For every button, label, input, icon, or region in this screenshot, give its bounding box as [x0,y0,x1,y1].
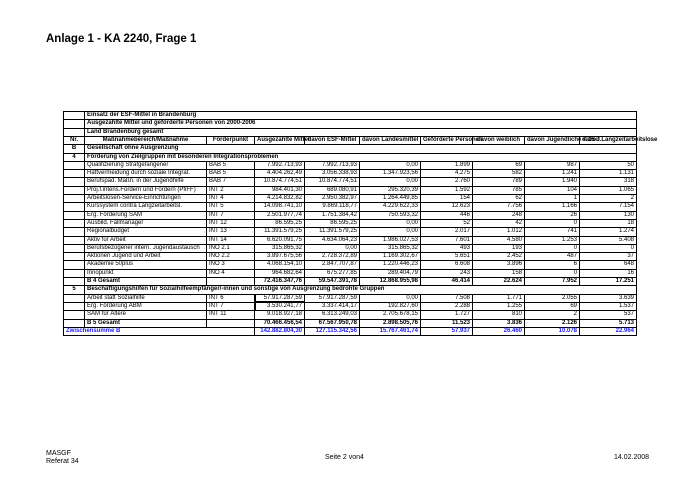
total-value: 72.416.347,76 [255,278,305,286]
female-value: 3.836 [473,319,525,327]
measure-name: SAM für Ältere [85,311,207,319]
longterm-value: 0 [580,244,637,252]
persons-value: 52 [421,219,473,227]
section-row [64,153,637,161]
nr-cell [64,302,85,310]
section-label: Beschäftigungshilfen für Sozialhilfeempfänger/-innen und sonstige von Ausgrenzung bedrohte Gruppen [85,286,637,294]
nr-cell [64,120,85,128]
subtotal-esf: 127.115.342,56 [305,327,360,335]
female-value: 158 [473,269,525,277]
female-value: 3.896 [473,261,525,269]
section-nr: 4 [64,153,85,161]
table-row [64,278,637,286]
esf-value: 4.634.064,23 [305,236,360,244]
total-value: 3.897.675,56 [255,253,305,261]
persons-value: 1.592 [421,186,473,194]
youth-value: 0 [525,269,580,277]
table-row [64,302,637,310]
foerderpunkt: INT 14 [207,236,255,244]
esf-value: 57.917.287,59 [305,294,360,302]
longterm-value: 318 [580,178,637,186]
esf-value: 7.992.713,93 [305,161,360,169]
nr-cell [64,244,85,252]
measure-name: Arbeitslosen-Service-Einrichtungen [85,195,207,203]
measure-name: Erg. Förderung ABM [85,302,207,310]
subtotal-row [64,327,637,335]
persons-value: 7.508 [421,294,473,302]
col-esf-header: davon ESF-Mittel [305,136,360,144]
table-row [64,161,637,169]
measure-name: Qualifizierung Strafgefangener [85,161,207,169]
esf-value: 67.567.950,78 [305,319,360,327]
col-female-header: davon weiblich [473,136,525,144]
nr-cell [64,253,85,261]
nr-cell [64,170,85,178]
persons-value: 1.899 [421,161,473,169]
table-row [64,269,637,277]
female-value: 2.452 [473,253,525,261]
youth-value: 104 [525,186,580,194]
land-value: 0,00 [360,228,421,236]
total-value: 3.530.241,77 [255,302,305,310]
total-value: 964.682,64 [255,269,305,277]
female-value: 248 [473,211,525,219]
land-value: 0,00 [360,219,421,227]
youth-value: 0 [525,219,580,227]
esf-value: 689.080,91 [305,186,360,194]
table-row [64,228,637,236]
col-total-header: Ausgezahlte Mittel [255,136,305,144]
female-value: 1.771 [473,294,525,302]
esf-value: 0,00 [305,244,360,252]
table-row [64,244,637,252]
esf-value: 3.337.414,17 [305,302,360,310]
table-row [64,236,637,244]
total-value: 57.917.287,59 [255,294,305,302]
total-value: 4.068.154,10 [255,261,305,269]
youth-value: 1.940 [525,178,580,186]
total-value: 9.018.927,18 [255,311,305,319]
land-value: 1.264.449,85 [360,195,421,203]
foerderpunkt: INO 2.1 [207,244,255,252]
youth-value: 26 [525,211,580,219]
foerderpunkt [207,319,255,327]
longterm-value: 5.408 [580,236,637,244]
nr-cell [64,236,85,244]
longterm-value: 1.131 [580,170,637,178]
land-value: 2.898.505,76 [360,319,421,327]
land-value: 295.320,39 [360,186,421,194]
foerderpunkt: INT 4 [207,195,255,203]
esf-value: 675.277,85 [305,269,360,277]
female-value: 42 [473,219,525,227]
measure-name: Proj.f.intens.Fordern und Fördern (PfiFF) [85,186,207,194]
table-row [64,261,637,269]
land-value: 315.865,32 [360,244,421,252]
youth-value: 0 [525,244,580,252]
col-foerderpunkt-header: Förderpunkt [207,136,255,144]
col-measure-header: Maßnahmebereich/Maßnahme [85,136,207,144]
persons-value: 493 [421,244,473,252]
table-title-line: Einsatz der ESF-Mittel in Brandenburg [85,112,637,120]
measure-name: Akademie 50plus [85,261,207,269]
esf-value: 9.869.118,77 [305,203,360,211]
total-value: 4.404.262,49 [255,170,305,178]
nr-cell [64,219,85,227]
measure-name: Aktionen Jugend und Arbeit [85,253,207,261]
longterm-value: 2 [580,195,637,203]
foerderpunkt: BAB 7 [207,178,255,186]
youth-value: 6 [525,261,580,269]
subtotal-weibl: 26.460 [473,327,525,335]
total-value: 315.865,32 [255,244,305,252]
longterm-value: 37 [580,253,637,261]
nr-cell [64,228,85,236]
land-value: 1.347.923,56 [360,170,421,178]
youth-value: 987 [525,161,580,169]
persons-value: 46.414 [421,278,473,286]
youth-value: 2.055 [525,294,580,302]
subtotal-jug: 10.078 [525,327,580,335]
youth-value: 1.241 [525,170,580,178]
foerderpunkt: INT 5 [207,203,255,211]
measure-name: Berufsbezogener intern. Jugendaustausch [85,244,207,252]
title-row [64,120,637,128]
persons-value: 2.760 [421,178,473,186]
female-value: 69 [473,161,525,169]
foerderpunkt: INO 4 [207,269,255,277]
persons-value: 446 [421,211,473,219]
table-row [64,253,637,261]
persons-value: 1.727 [421,311,473,319]
youth-value: 487 [525,253,580,261]
esf-table [63,111,658,336]
esf-value: 2.847.707,87 [305,261,360,269]
col-land-header: davon Landesmittel [360,136,421,144]
persons-value: 4.275 [421,170,473,178]
table-row [64,186,637,194]
persons-value: 5.651 [421,253,473,261]
female-value: 4.580 [473,236,525,244]
footer-org: MASGF [46,450,71,457]
col-persons-header: Geförderte Personen [421,136,473,144]
subtotal-label: Zwischensumme B [64,327,255,335]
table-row [64,170,637,178]
youth-value: 2 [525,311,580,319]
total-value: 7.992.713,93 [255,161,305,169]
female-value: 7.756 [473,203,525,211]
section-label: Gesellschaft ohne Ausgrenzung [85,145,637,153]
youth-value: 7.952 [525,278,580,286]
land-value: 0,00 [360,178,421,186]
longterm-value: 537 [580,311,637,319]
foerderpunkt: INO 2.2 [207,253,255,261]
longterm-value: 17.251 [580,278,637,286]
total-value: 4.214.832,82 [255,195,305,203]
esf-value: 6.313.249,03 [305,311,360,319]
female-value: 785 [473,186,525,194]
nr-cell [64,112,85,120]
female-value: 22.624 [473,278,525,286]
longterm-value: 5.713 [580,319,637,327]
nr-cell [64,178,85,186]
esf-value: 2.950.382,97 [305,195,360,203]
section-nr: 5 [64,286,85,294]
header-row [64,136,637,144]
land-value: 4.229.622,33 [360,203,421,211]
nr-cell [64,211,85,219]
nr-cell [64,186,85,194]
land-value: 1.986.027,53 [360,236,421,244]
measure-name: Kurssystem contra Langzeitarbeitsl. [85,203,207,211]
foerderpunkt: INT 13 [207,228,255,236]
section-row [64,145,637,153]
foerderpunkt: INT 6 [207,294,255,302]
section-nr: B [64,145,85,153]
longterm-value: 3.639 [580,294,637,302]
measure-name: Arbeit statt Sozialhilfe [85,294,207,302]
footer-date: 14.02.2008 [614,454,650,461]
foerderpunkt: INT 12 [207,219,255,227]
measure-name: Berufspäd. Maßn. in der Jugendhilfe [85,178,207,186]
land-value: 289.404,79 [360,269,421,277]
total-value: 10.874.774,51 [255,178,305,186]
measure-name: Erg. Förderung SAM [85,211,207,219]
table-row [64,319,637,327]
longterm-value: 1.537 [580,302,637,310]
longterm-value: 18 [580,219,637,227]
persons-value: 6.608 [421,261,473,269]
persons-value: 7.601 [421,236,473,244]
subtotal-pers: 57.937 [421,327,473,335]
female-value: 789 [473,178,525,186]
land-value: 1.169.302,67 [360,253,421,261]
female-value: 582 [473,170,525,178]
nr-cell [64,128,85,136]
nr-cell [64,319,85,327]
land-value: 1.220.446,23 [360,261,421,269]
persons-value: 2.017 [421,228,473,236]
longterm-value: 1.065 [580,186,637,194]
longterm-value: 50 [580,161,637,169]
land-value: 0,00 [360,294,421,302]
foerderpunkt: INT 2 [207,186,255,194]
nr-cell [64,195,85,203]
col-youth-header: davon Jugendliche < 25 J. [525,136,580,144]
foerderpunkt: INT 7 [207,302,255,310]
longterm-value: 7.154 [580,203,637,211]
youth-value: 1.166 [525,203,580,211]
measure-name: Ausbild. Fallmanager [85,219,207,227]
total-value: 11.391.579,25 [255,228,305,236]
foerderpunkt [207,278,255,286]
table-row [64,195,637,203]
subtotal-total: 142.882.804,30 [255,327,305,335]
table-row [64,178,637,186]
section-row [64,286,637,294]
longterm-value: 130 [580,211,637,219]
female-value: 193 [473,244,525,252]
nr-cell [64,294,85,302]
table-row [64,203,637,211]
table-row [64,311,637,319]
measure-name: Innopunkt [85,269,207,277]
youth-value: 1 [525,195,580,203]
total-value: 14.098.741,10 [255,203,305,211]
persons-value: 243 [421,269,473,277]
land-value: 12.868.955,98 [360,278,421,286]
foerderpunkt: BAB 5 [207,170,255,178]
youth-value: 741 [525,228,580,236]
table-row [64,211,637,219]
esf-value: 2.728.372,89 [305,253,360,261]
persons-value: 11.523 [421,319,473,327]
youth-value: 1.253 [525,236,580,244]
nr-cell [64,203,85,211]
female-value: 1.012 [473,228,525,236]
female-value: 62 [473,195,525,203]
total-value: 70.466.456,54 [255,319,305,327]
esf-value: 11.391.579,25 [305,228,360,236]
nr-cell [64,278,85,286]
measure-name: B 4 Gesamt [85,278,207,286]
total-value: 6.620.091,75 [255,236,305,244]
col-nr-header: Nr. [64,136,85,144]
measure-name: Haftvermeidung durch soziale Integrat. [85,170,207,178]
table-title-line: Ausgezahlte Mittel und geförderte Personen von 2000-2006 [85,120,637,128]
measure-name: Regionalbudget [85,228,207,236]
land-value: 750.593,32 [360,211,421,219]
total-value: 86.595,25 [255,219,305,227]
persons-value: 2.288 [421,302,473,310]
land-value: 2.705.678,15 [360,311,421,319]
footer-page: Seite 2 von4 [325,454,364,461]
nr-cell [64,261,85,269]
total-value: 2.501.977,74 [255,211,305,219]
longterm-value: 1.274 [580,228,637,236]
foerderpunkt: INO 3 [207,261,255,269]
total-value: 984.401,30 [255,186,305,194]
section-label: Förderung von Zielgruppen mit besonderen Integrationsproblemen [85,153,637,161]
longterm-value: 16 [580,269,637,277]
nr-cell [64,269,85,277]
foerderpunkt: INT 7 [207,211,255,219]
col-longterm-header: davon Langzeitarbeitslose [580,136,637,144]
nr-cell [64,311,85,319]
measure-name: Aktiv für Arbeit [85,236,207,244]
title-row [64,128,637,136]
table-row [64,219,637,227]
female-value: 1.255 [473,302,525,310]
land-value: 192.827,60 [360,302,421,310]
page-heading: Anlage 1 - KA 2240, Frage 1 [46,33,197,45]
table-row [64,294,637,302]
footer-ref: Referat 34 [46,458,79,465]
esf-value: 10.874.774,51 [305,178,360,186]
foerderpunkt: BAB 5 [207,161,255,169]
esf-value: 3.056.338,93 [305,170,360,178]
title-row [64,112,637,120]
esf-value: 86.595,25 [305,219,360,227]
nr-cell [64,161,85,169]
youth-value: 69 [525,302,580,310]
longterm-value: 648 [580,261,637,269]
youth-value: 2.126 [525,319,580,327]
subtotal-land: 15.767.461,74 [360,327,421,335]
subtotal-lang: 22.964 [580,327,637,335]
esf-value: 1.751.384,42 [305,211,360,219]
esf-value: 59.547.391,78 [305,278,360,286]
foerderpunkt: INT 11 [207,311,255,319]
persons-value: 154 [421,195,473,203]
female-value: 810 [473,311,525,319]
persons-value: 12.623 [421,203,473,211]
table-title-line: Land Brandenburg gesamt [85,128,637,136]
land-value: 0,00 [360,161,421,169]
measure-name: B 5 Gesamt [85,319,207,327]
